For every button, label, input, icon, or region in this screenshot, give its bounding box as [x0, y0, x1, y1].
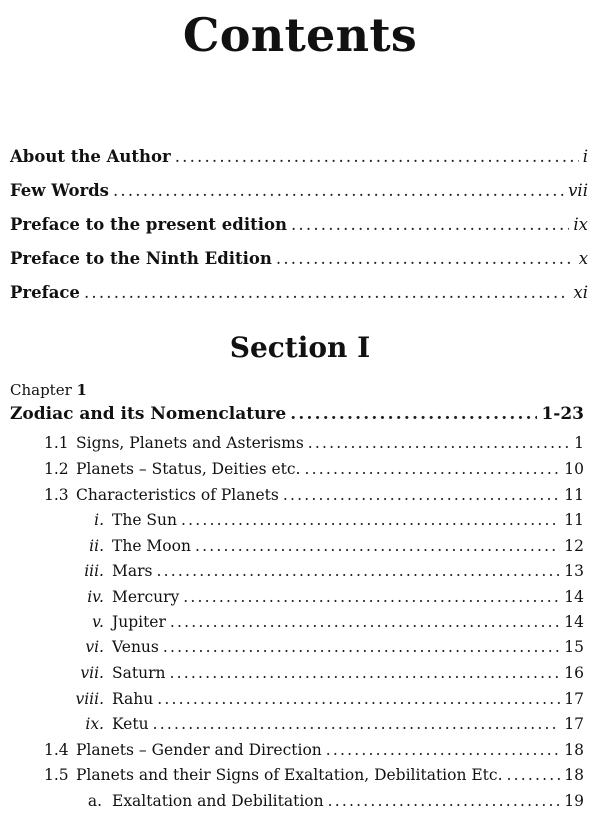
toc-entry-label: Exaltation and Debilitation — [112, 792, 324, 810]
toc-entry-number: i. — [94, 511, 104, 529]
toc-entry-number: 1.2 — [44, 460, 69, 478]
toc-entry-page: 12 — [564, 537, 584, 555]
toc-entry-label: Few Words — [10, 181, 109, 200]
toc-entry-page: 11 — [564, 486, 584, 504]
toc-entry-label: The Sun — [112, 511, 178, 529]
toc-entry-page: 17 — [564, 715, 584, 733]
toc-chapter-zodiac[interactable] — [10, 404, 584, 430]
toc-entry-about-the-author[interactable] — [10, 147, 588, 173]
leader-dots — [163, 638, 560, 656]
toc-entry-number: iii. — [84, 562, 104, 580]
toc-entry-preface[interactable] — [10, 283, 588, 309]
leader-dots — [276, 249, 575, 268]
toc-entry-number: 1.3 — [44, 486, 69, 504]
toc-entry-label: Mars — [112, 562, 153, 580]
leader-dots — [169, 664, 560, 682]
toc-entry-number: vi. — [85, 638, 104, 656]
toc-entry-label: Planets – Gender and Direction — [76, 741, 322, 759]
toc-entry-number: a. — [87, 792, 102, 810]
leader-dots — [291, 215, 569, 234]
toc-entry-jupiter[interactable] — [44, 613, 584, 639]
leader-dots — [183, 588, 560, 606]
toc-entry-page: i — [582, 147, 588, 166]
toc-entry-label: About the Author — [10, 147, 171, 166]
leader-dots — [290, 404, 537, 424]
toc-entry-page: ix — [573, 215, 588, 234]
toc-entry-page: 11 — [564, 511, 584, 529]
toc-entry-page: xi — [573, 283, 588, 302]
toc-entry-page: 13 — [564, 562, 584, 580]
leader-dots — [156, 562, 560, 580]
chapter-prefix: Chapter — [10, 381, 72, 399]
toc-entry-number: ii. — [89, 537, 104, 555]
toc-entry-venus[interactable] — [44, 638, 584, 664]
toc-entry-label: Planets and their Signs of Exaltation, Debilitation Etc. — [76, 766, 503, 784]
toc-entry-preface-ninth-edition[interactable] — [10, 249, 588, 275]
leader-dots — [195, 537, 560, 555]
toc-entry-number: v. — [92, 613, 104, 631]
toc-entry-rahu[interactable] — [44, 690, 584, 716]
leader-dots — [507, 766, 561, 784]
toc-entry-page: 10 — [564, 460, 584, 478]
toc-entry-label: Preface to the Ninth Edition — [10, 249, 272, 268]
toc-entry-page: 14 — [564, 613, 584, 631]
toc-entry-page: 17 — [564, 690, 584, 708]
leader-dots — [305, 460, 561, 478]
leader-dots — [153, 715, 561, 733]
chapter-page-range: 1-23 — [541, 404, 584, 424]
toc-entry-preface-present-edition[interactable] — [10, 215, 588, 241]
toc-entry-label: Preface — [10, 283, 80, 302]
chapter-number: 1 — [76, 381, 87, 399]
toc-entry-number: iv. — [87, 588, 104, 606]
toc-entry-page: 15 — [564, 638, 584, 656]
toc-entry-few-words[interactable] — [10, 181, 588, 207]
toc-entry-page: 18 — [564, 741, 584, 759]
toc-entry-number: vii. — [80, 664, 104, 682]
toc-entry-1-5[interactable] — [44, 766, 584, 792]
toc-entry-1-3[interactable] — [44, 486, 584, 512]
leader-dots — [170, 613, 560, 631]
leader-dots — [308, 434, 570, 452]
leader-dots — [84, 283, 569, 302]
toc-entry-page: vii — [568, 181, 588, 200]
toc-entry-1-1[interactable] — [44, 434, 584, 460]
toc-entry-page: 1 — [574, 434, 584, 452]
toc-entry-label: Preface to the present edition — [10, 215, 287, 234]
toc-entry-mercury[interactable] — [44, 588, 584, 614]
chapter-label — [10, 381, 87, 399]
toc-entry-number: 1.1 — [44, 434, 69, 452]
toc-entry-number: 1.5 — [44, 766, 69, 784]
toc-entry-mars[interactable] — [44, 562, 584, 588]
leader-dots — [113, 181, 564, 200]
toc-entry-label: Rahu — [112, 690, 154, 708]
toc-entry-label: Signs, Planets and Asterisms — [76, 434, 304, 452]
toc-entry-label: Ketu — [112, 715, 149, 733]
toc-entry-1-2[interactable] — [44, 460, 584, 486]
toc-entry-number: 1.4 — [44, 741, 69, 759]
toc-entry-page: 19 — [564, 792, 584, 810]
toc-entry-saturn[interactable] — [44, 664, 584, 690]
toc-entry-number: ix. — [85, 715, 104, 733]
toc-entry-the-moon[interactable] — [44, 537, 584, 563]
leader-dots — [328, 792, 561, 810]
page-title: Contents — [182, 8, 418, 62]
chapter-title: Zodiac and its Nomenclature — [10, 404, 287, 424]
toc-entry-label: Characteristics of Planets — [76, 486, 279, 504]
toc-entry-number: viii. — [75, 690, 104, 708]
leader-dots — [157, 690, 560, 708]
toc-entry-label: Jupiter — [112, 613, 166, 631]
toc-entry-label: Mercury — [112, 588, 180, 606]
toc-entry-1-4[interactable] — [44, 741, 584, 767]
toc-entry-page: 16 — [564, 664, 584, 682]
toc-entry-label: Saturn — [112, 664, 166, 682]
toc-entry-label: Venus — [112, 638, 159, 656]
leader-dots — [283, 486, 560, 504]
toc-entry-label: The Moon — [112, 537, 191, 555]
toc-entry-exaltation-debilitation[interactable] — [44, 792, 584, 818]
toc-entry-page: 14 — [564, 588, 584, 606]
toc-entry-page: 18 — [564, 766, 584, 784]
toc-entry-label: Planets – Status, Deities etc. — [76, 460, 301, 478]
toc-entry-page: x — [578, 249, 588, 268]
toc-entry-the-sun[interactable] — [44, 511, 584, 537]
leader-dots — [175, 147, 579, 166]
section-title: Section I — [229, 331, 371, 364]
leader-dots — [181, 511, 560, 529]
leader-dots — [326, 741, 561, 759]
toc-entry-ketu[interactable] — [44, 715, 584, 741]
